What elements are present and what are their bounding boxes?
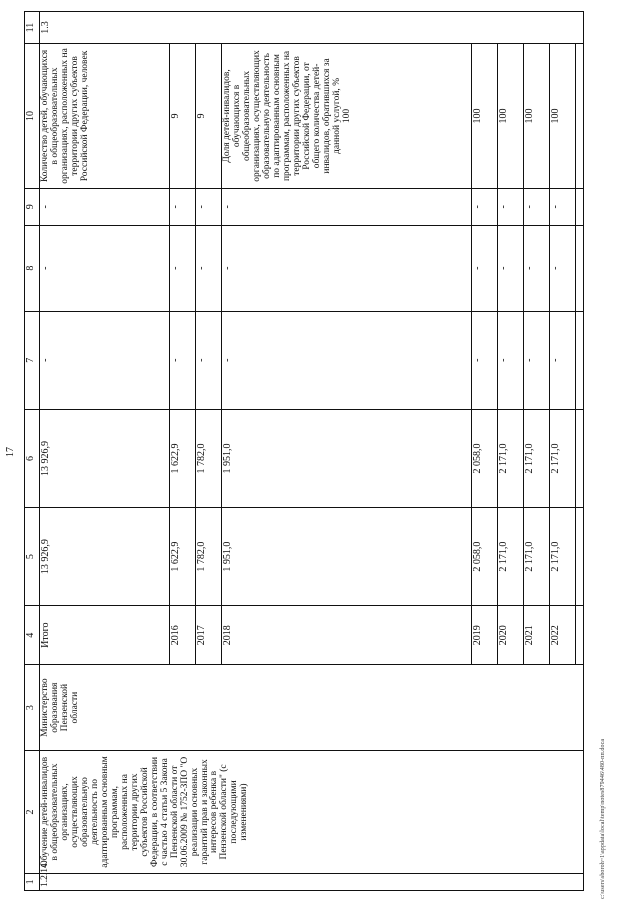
value-col10: 9 (170, 44, 196, 189)
total-label: Итого (40, 606, 170, 665)
value-col9: - (524, 188, 550, 225)
filler-cell (576, 508, 584, 606)
filler-cell (576, 225, 584, 311)
value-col8: - (170, 225, 196, 311)
value-col8: - (196, 225, 222, 311)
value-col9: - (550, 188, 576, 225)
value-col5: 1 622,9 (170, 508, 196, 606)
value-col7: - (550, 311, 576, 409)
col-header: 3 (25, 665, 40, 751)
col-header: 4 (25, 606, 40, 665)
value-col7: - (196, 311, 222, 409)
year: 2021 (524, 606, 550, 665)
value-col6: 2 058,0 (472, 409, 498, 507)
col-header: 10 (25, 44, 40, 189)
value-col5: 2 171,0 (550, 508, 576, 606)
indicator-1-text: Количество детей, обучающихся в общеобразовательных организациях, расположенных на территории других субъектов Российской Федерации, человек (40, 44, 170, 189)
value-col7: - (524, 311, 550, 409)
filler-cell (576, 606, 584, 665)
value-col7: - (472, 311, 498, 409)
value-col10: 100 (472, 44, 498, 189)
file-path-footer: c:\users\sboroh~1\appdata\local\temp\notes879446\480-пп.doca (600, 738, 606, 899)
value-col8: - (498, 225, 524, 311)
executor: Министерство образования Пензенской области (40, 665, 584, 751)
total-col6: 13 926,9 (40, 409, 170, 507)
col-header: 7 (25, 311, 40, 409)
value-col5: 2 171,0 (524, 508, 550, 606)
year: 2020 (498, 606, 524, 665)
col-header: 11 (25, 12, 40, 44)
value-col10: 100 (524, 44, 550, 189)
col-header: 6 (25, 409, 40, 507)
page-number: 17 (5, 447, 16, 457)
total-col7: - (40, 311, 170, 409)
value-col6: 1 951,0 (222, 409, 472, 507)
value-col9: - (196, 188, 222, 225)
value-col9: - (222, 188, 472, 225)
year: 2018 (222, 606, 472, 665)
total-col5: 13 926,9 (40, 508, 170, 606)
column-number-row (25, 12, 40, 891)
filler-cell (576, 409, 584, 507)
value-col8: - (472, 225, 498, 311)
value-col7: - (498, 311, 524, 409)
total-row (40, 12, 170, 891)
value-col5: 1 951,0 (222, 508, 472, 606)
value-col10: 9 (196, 44, 222, 189)
value-col6: 2 171,0 (524, 409, 550, 507)
value-col7: - (222, 311, 472, 409)
value-col6: 2 171,0 (550, 409, 576, 507)
col-header: 5 (25, 508, 40, 606)
value-col8: - (524, 225, 550, 311)
value-col5: 2 171,0 (498, 508, 524, 606)
year: 2022 (550, 606, 576, 665)
filler-cell (576, 311, 584, 409)
value-col10: 100 (498, 44, 524, 189)
program-table (24, 11, 584, 891)
indicator-2-first-value: 100 (341, 108, 352, 124)
value-col8: - (550, 225, 576, 311)
total-col9: - (40, 188, 170, 225)
col-header: 9 (25, 188, 40, 225)
filler-cell (576, 188, 584, 225)
measure-description: Обучение детей-инвалидов в общеобразовательных организациях, осуществляющих образовательную деятельность по адаптированным основным программам, расположенных на территории других субъектов Российской Федерации, в соответствии с частью 4 статьи 5 Закона Пензенской области от 30.06.2009 № 1752-ЗПО "О реализации основных гарантий прав и законных интересов ребенка в Пензенской области" (с последующими изменениями) (40, 751, 584, 874)
year: 2019 (472, 606, 498, 665)
indicator-2-label: Доля детей-инвалидов, обучающихся в общеобразовательных организациях, осуществляющих образовательную деятельность по адаптированным основным программам, расположенных на территории других субъектов Российской Федерации, от общего количества детей-инвалидов, обратившихся за данной услугой, % (222, 50, 342, 182)
indicator-1-code: 1.3 (40, 12, 584, 44)
col-header: 8 (25, 225, 40, 311)
value-col8: - (222, 225, 472, 311)
value-col10: 100 (550, 44, 576, 189)
year: 2017 (196, 606, 222, 665)
row-number: 1.2.14. (40, 873, 584, 890)
filler-cell (576, 44, 584, 189)
indicator-2-text (222, 44, 472, 189)
value-col7: - (170, 311, 196, 409)
value-col5: 1 782,0 (196, 508, 222, 606)
col-header: 2 (25, 751, 40, 874)
value-col6: 1 622,9 (170, 409, 196, 507)
value-col9: - (498, 188, 524, 225)
year: 2016 (170, 606, 196, 665)
value-col9: - (472, 188, 498, 225)
value-col9: - (170, 188, 196, 225)
value-col5: 2 058,0 (472, 508, 498, 606)
total-col8: - (40, 225, 170, 311)
value-col6: 2 171,0 (498, 409, 524, 507)
col-header: 1 (25, 873, 40, 890)
value-col6: 1 782,0 (196, 409, 222, 507)
